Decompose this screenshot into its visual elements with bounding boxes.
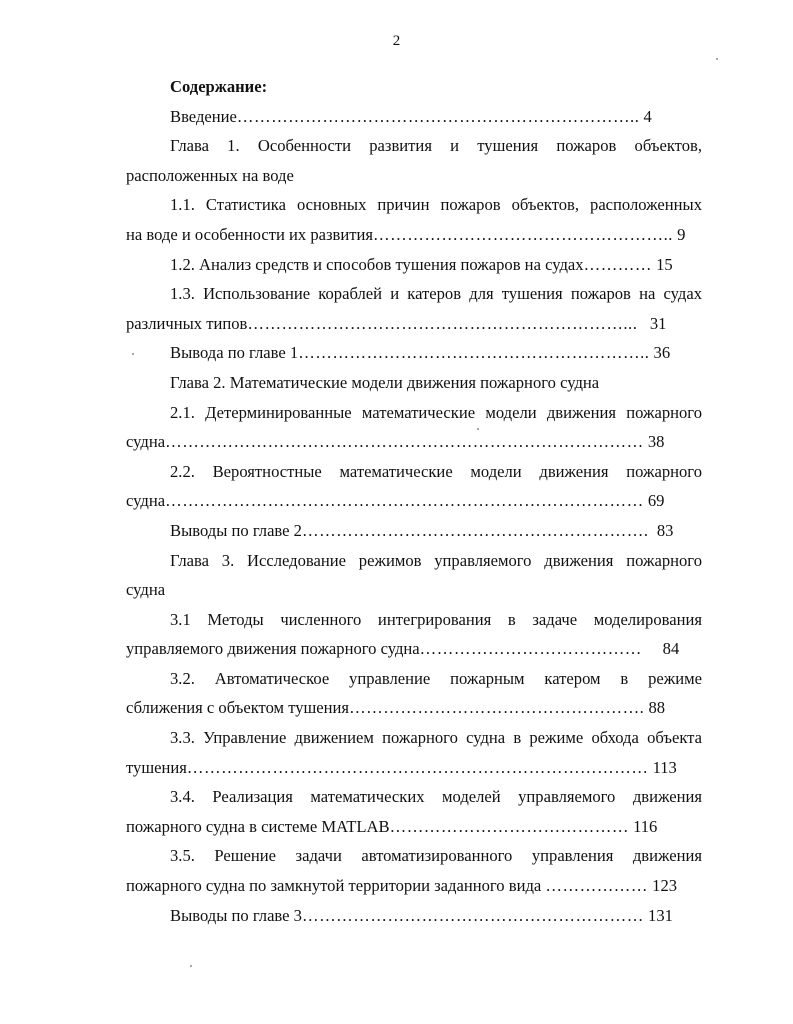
scan-speck <box>477 428 479 430</box>
toc-entry-label: 1.3. Использование кораблей и катеров для тушения пожаров на судах <box>170 284 702 304</box>
toc-entry-label-continued: судна <box>126 432 166 452</box>
toc-entry-label: Выводы по главе 3 <box>170 905 302 925</box>
toc-entry-label-continued: управляемого движения пожарного судна <box>126 639 420 659</box>
toc-leader-dots: ……………………………………………………. <box>301 520 649 540</box>
toc-entry-1-2[interactable] <box>126 250 702 280</box>
toc-entry-2-1[interactable] <box>126 398 702 457</box>
toc-page-number: 15 <box>656 254 673 274</box>
toc-page-number: 36 <box>653 343 671 363</box>
toc-page-number: 69 <box>647 491 665 511</box>
toc-entry-conclusions-2[interactable] <box>126 516 702 546</box>
toc-entry-3-4[interactable] <box>126 782 702 841</box>
toc-entry-label: Глава 3. Исследование режимов управляемого движения пожарного <box>170 550 702 570</box>
toc-leader-dots: …………………………………………………… <box>301 905 644 925</box>
toc-page-number: 4 <box>643 106 652 126</box>
toc-entry-label-continued: сближения с объектом тушения <box>126 698 350 718</box>
toc-page-number: 131 <box>648 905 673 925</box>
toc-entry-label: 3.1 Методы численного интегрирования в задаче моделирования <box>170 609 702 629</box>
table-of-contents <box>126 72 702 930</box>
toc-entry-label-continued: судна <box>126 580 166 600</box>
toc-entry-1-1[interactable] <box>126 190 702 249</box>
toc-page-number: 88 <box>648 698 666 718</box>
toc-entry-chapter-2[interactable] <box>126 368 702 398</box>
toc-entry-label: Выводы по главе 2 <box>170 520 302 540</box>
toc-entry-label-continued: различных типов <box>126 313 248 333</box>
toc-entry-label: 1.1. Статистика основных причин пожаров объектов, расположенных <box>170 195 702 215</box>
toc-entry-3-1[interactable] <box>126 605 702 664</box>
toc-title: Содержание: <box>170 77 268 96</box>
toc-entry-label: 3.2. Автоматическое управление пожарным катером в режиме <box>170 668 702 688</box>
toc-entry-label-continued: пожарного судна по замкнутой территории заданного вида <box>126 876 542 896</box>
toc-entry-label: 2.1. Детерминированные математические модели движения пожарного <box>170 402 702 422</box>
toc-entry-label: 3.5. Решение задачи автоматизированного управления движения <box>170 846 702 866</box>
toc-page-number: 113 <box>652 757 677 777</box>
toc-entry-label-continued: расположенных на воде <box>126 165 294 185</box>
toc-leader-dots: …………………………………… <box>389 816 629 836</box>
scan-speck <box>132 353 134 355</box>
toc-entry-label: Глава 2. Математические модели движения пожарного судна <box>170 372 600 392</box>
toc-leader-dots: ………………………………… <box>419 639 642 659</box>
toc-entry-3-3[interactable] <box>126 723 702 782</box>
toc-entry-label-continued: тушения <box>126 757 187 777</box>
toc-page-number: 38 <box>647 432 665 452</box>
toc-page-number: 9 <box>677 224 686 244</box>
toc-page-number: 31 <box>649 313 667 333</box>
toc-entry-3-5[interactable] <box>126 841 702 900</box>
toc-page-number: 83 <box>656 520 674 540</box>
scan-speck <box>190 965 192 967</box>
toc-entry-label-continued: на воде и особенности их развития <box>126 224 374 244</box>
toc-entry-label: Введение <box>170 106 237 126</box>
toc-page-number: 84 <box>662 639 680 659</box>
scan-speck <box>716 58 718 60</box>
toc-page-number: 123 <box>652 876 678 896</box>
toc-entry-label: Вывода по главе 1 <box>170 343 299 363</box>
toc-entry-label-continued: пожарного судна в системе MATLAB <box>126 816 390 836</box>
toc-entry-intro[interactable] <box>126 102 702 132</box>
toc-entry-label: 1.2. Анализ средств и способов тушения пожаров на судах <box>170 254 584 274</box>
toc-entry-3-2[interactable] <box>126 664 702 723</box>
toc-leader-dots: ……………………………………………………………………… <box>186 757 649 777</box>
toc-leader-dots: ……………………………………………. <box>349 698 645 718</box>
toc-entry-label: 3.4. Реализация математических моделей управляемого движения <box>170 787 702 807</box>
toc-leader-dots: ……………… <box>545 876 648 896</box>
toc-leader-dots: …………………………………………………………….. <box>236 106 640 126</box>
page-number: 2 <box>392 33 401 49</box>
toc-entry-chapter-1[interactable] <box>126 131 702 190</box>
toc-leader-dots: ………… <box>583 254 652 274</box>
toc-entry-label-continued: судна <box>126 491 166 511</box>
toc-entry-chapter-3[interactable] <box>126 546 702 605</box>
toc-entry-2-2[interactable] <box>126 457 702 516</box>
toc-leader-dots: …………………………………………………………... <box>247 313 638 333</box>
toc-leader-dots: …………………………………………….. <box>373 224 673 244</box>
toc-entry-1-3[interactable] <box>126 279 702 338</box>
toc-entry-label: Глава 1. Особенности развития и тушения пожаров объектов, <box>170 136 702 156</box>
toc-page-number: 116 <box>633 816 658 836</box>
toc-entry-label: 3.3. Управление движением пожарного судна в режиме обхода объекта <box>170 728 702 748</box>
toc-entry-conclusions-1[interactable] <box>126 338 702 368</box>
toc-leader-dots: ………………………………………………………………………… <box>165 491 644 511</box>
toc-entry-conclusions-3[interactable] <box>126 901 702 931</box>
toc-leader-dots: ………………………………………………………………………… <box>165 432 644 452</box>
toc-leader-dots: …………………………………………………….. <box>298 343 650 363</box>
toc-entry-label: 2.2. Вероятностные математические модели движения пожарного <box>170 461 702 481</box>
